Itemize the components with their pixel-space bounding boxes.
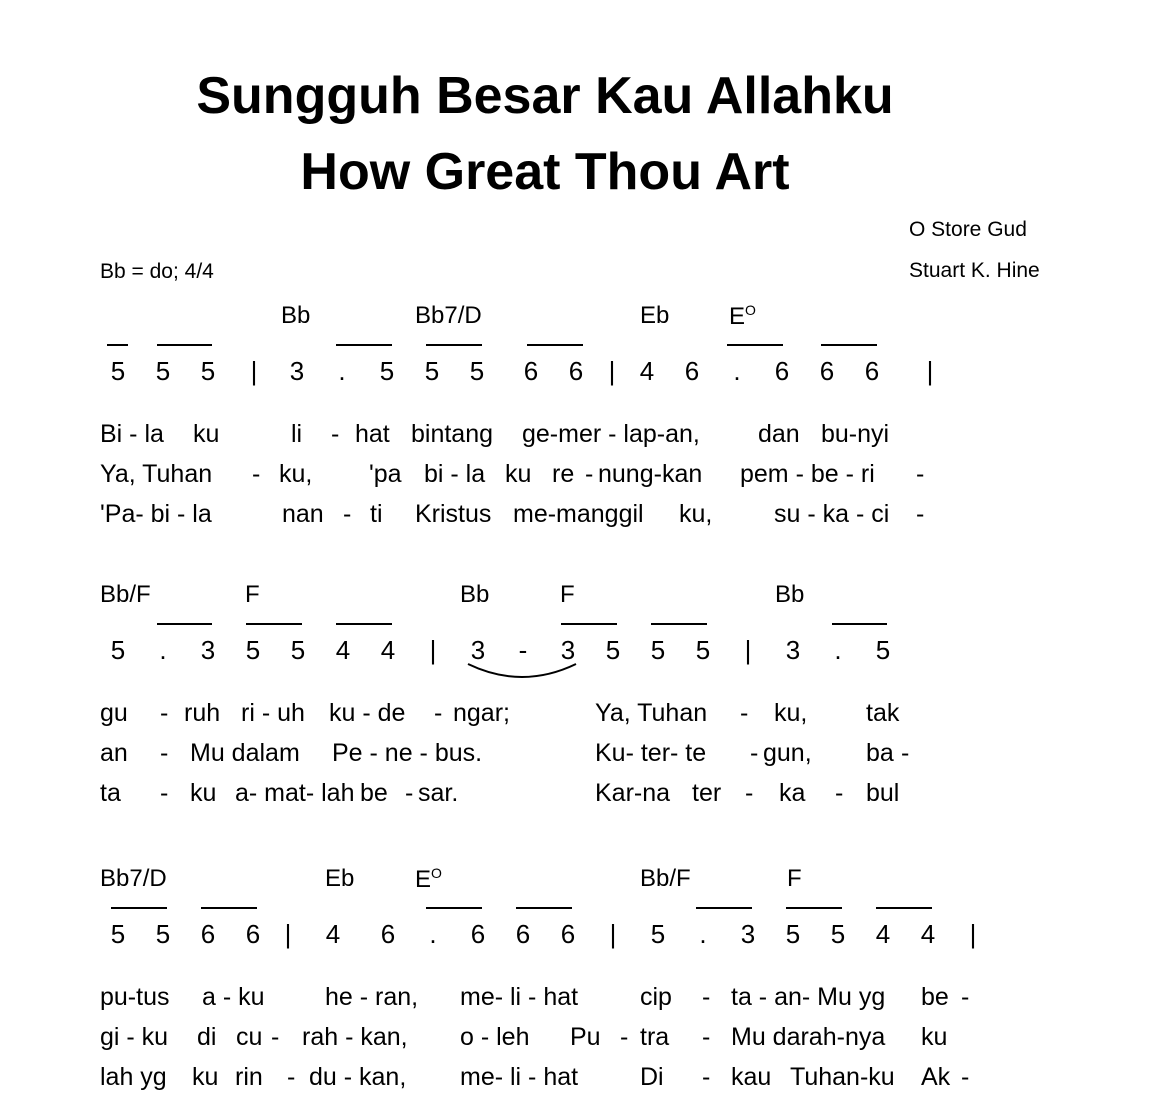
chord: F	[560, 581, 575, 608]
lyric: -	[740, 699, 749, 727]
note: 6	[568, 356, 584, 386]
beam	[426, 344, 482, 346]
lyric: me-manggil	[513, 500, 644, 528]
composer: Stuart K. Hine	[909, 259, 1040, 282]
chord: Bb7/D	[100, 865, 167, 892]
lyric: be	[360, 779, 388, 807]
note: 4	[325, 919, 341, 949]
beam	[107, 344, 128, 346]
note: 5	[200, 356, 216, 386]
note: 5	[785, 919, 801, 949]
note: .	[733, 356, 741, 386]
lyric: -	[160, 699, 169, 727]
beam	[157, 344, 212, 346]
lyric: tak	[866, 699, 900, 727]
note: 3	[470, 635, 486, 665]
lyric: ka	[779, 779, 806, 807]
barline: |	[608, 356, 616, 386]
lyric: bu-nyi	[821, 420, 890, 448]
lyric: Ak	[921, 1063, 951, 1091]
note: 5	[830, 919, 846, 949]
note: 6	[245, 919, 261, 949]
note: 5	[155, 356, 171, 386]
lyric: -	[702, 983, 711, 1011]
beam	[876, 907, 932, 909]
note: 5	[650, 635, 666, 665]
lyric: me- li - hat	[460, 1063, 579, 1091]
note: 5	[695, 635, 711, 665]
beam	[516, 907, 572, 909]
note: 4	[875, 919, 891, 949]
lyric: tra	[640, 1023, 670, 1051]
lyric: gu	[100, 699, 128, 727]
note: -	[518, 635, 528, 665]
chord: $E^O$	[729, 302, 756, 330]
lyric: 'Pa- bi - la	[100, 500, 212, 528]
beam	[727, 344, 783, 346]
lyric: Pe - ne - bus.	[332, 739, 483, 767]
lyric: -	[961, 983, 970, 1011]
lyric: pem - be - ri	[740, 460, 875, 488]
lyric: Tuhan-ku	[790, 1063, 895, 1091]
beam	[821, 344, 877, 346]
note: 5	[290, 635, 306, 665]
lyric: -	[961, 1063, 970, 1091]
lyric: rin	[235, 1063, 263, 1091]
note: 6	[864, 356, 880, 386]
lyric: -	[901, 739, 910, 767]
lyric: ngar;	[453, 699, 510, 727]
note: 5	[469, 356, 485, 386]
lyric: Pu	[570, 1023, 601, 1051]
lyric: bul	[866, 779, 900, 807]
lyric: nan	[282, 500, 324, 528]
lyric: bi - la	[424, 460, 486, 488]
song-title-english: How Great Thou Art	[300, 143, 790, 201]
note: 5	[424, 356, 440, 386]
note: 5	[379, 356, 395, 386]
beam	[426, 907, 482, 909]
lyric: Kristus	[415, 500, 492, 528]
note: 4	[335, 635, 351, 665]
lyric: -	[620, 1023, 629, 1051]
lyric: su - ka - ci	[774, 500, 890, 528]
chord: Bb/F	[100, 581, 151, 608]
lyric: Ya, Tuhan	[595, 699, 708, 727]
lyric: Ku- ter- te	[595, 739, 707, 767]
beam	[111, 907, 167, 909]
chord: Eb	[325, 865, 355, 892]
note: 4	[380, 635, 396, 665]
lyric: me- li - hat	[460, 983, 579, 1011]
note: .	[699, 919, 707, 949]
lyric: li	[291, 420, 303, 448]
lyric: ku	[505, 460, 532, 488]
lyric: -	[585, 460, 594, 488]
lyric: ku	[193, 420, 220, 448]
lyric: bintang	[411, 420, 494, 448]
lyric: ku,	[279, 460, 313, 488]
lyric: ruh	[184, 699, 221, 727]
lyric: ku - de	[329, 699, 406, 727]
note: 6	[200, 919, 216, 949]
song-title-indonesian: Sungguh Besar Kau Allahku	[196, 67, 894, 125]
beam	[201, 907, 257, 909]
lyric: ta	[100, 779, 121, 807]
beam	[786, 907, 842, 909]
lyric: -	[271, 1023, 280, 1051]
chord: F	[245, 581, 260, 608]
lyric: -	[343, 500, 352, 528]
beam	[336, 623, 392, 625]
lyric: -	[835, 779, 844, 807]
lyric: re	[552, 460, 575, 488]
note: 5	[155, 919, 171, 949]
lyric: ta - an- Mu yg	[731, 983, 886, 1011]
lyric: sar.	[418, 779, 459, 807]
chord: $E^O$	[415, 865, 442, 893]
lyric: ku	[921, 1023, 948, 1051]
beam	[561, 623, 617, 625]
lyric: -	[434, 699, 443, 727]
barline: |	[284, 919, 292, 949]
beam	[246, 623, 302, 625]
note: 6	[470, 919, 486, 949]
lyric: ter	[692, 779, 722, 807]
note: 3	[200, 635, 216, 665]
note: .	[159, 635, 167, 665]
lyric: kau	[731, 1063, 772, 1091]
note: 6	[774, 356, 790, 386]
barline: |	[969, 919, 977, 949]
note: 4	[920, 919, 936, 949]
beam	[696, 907, 752, 909]
lyric: ba	[866, 739, 894, 767]
lyric: Bi - la	[100, 420, 164, 448]
lyric: gun,	[763, 739, 812, 767]
lyric: -	[916, 460, 925, 488]
lyric: -	[745, 779, 754, 807]
lyric: ku	[190, 779, 217, 807]
lyric: an	[100, 739, 128, 767]
note: 6	[560, 919, 576, 949]
note: 6	[819, 356, 835, 386]
chord: Bb	[775, 581, 805, 608]
beam	[527, 344, 583, 346]
lyric: lah yg	[100, 1063, 167, 1091]
note: 4	[639, 356, 655, 386]
lyric: cu	[236, 1023, 263, 1051]
lyric: be	[921, 983, 949, 1011]
lyric: -	[750, 739, 759, 767]
barline: |	[250, 356, 258, 386]
chord: Bb	[281, 302, 311, 329]
lyric: -	[405, 779, 414, 807]
note: 5	[605, 635, 621, 665]
lyric: a- mat- lah	[235, 779, 355, 807]
lyric: ku	[192, 1063, 219, 1091]
lyric: gi - ku	[100, 1023, 169, 1051]
barline: |	[926, 356, 934, 386]
lyric: nung-kan	[598, 460, 703, 488]
note: 5	[110, 919, 126, 949]
lyric: ri - uh	[241, 699, 305, 727]
lyric: ku,	[679, 500, 713, 528]
lyric: pu-tus	[100, 983, 170, 1011]
note: 5	[875, 635, 891, 665]
note: 5	[245, 635, 261, 665]
barline: |	[429, 635, 437, 665]
chord: Bb/F	[640, 865, 691, 892]
note: 6	[523, 356, 539, 386]
lyric: Mu darah-nya	[731, 1023, 886, 1051]
lyric: -	[916, 500, 925, 528]
lyric: -	[702, 1023, 711, 1051]
original-title: O Store Gud	[909, 218, 1027, 241]
lyric: a - ku	[202, 983, 265, 1011]
lyric: he - ran,	[325, 983, 419, 1011]
lyric: Di	[640, 1063, 664, 1091]
lyric: -	[160, 739, 169, 767]
lyric: ge-mer - lap-an,	[522, 420, 700, 448]
note: 5	[110, 635, 126, 665]
barline: |	[609, 919, 617, 949]
lyric: o - leh	[460, 1023, 530, 1051]
tie-slur	[466, 662, 578, 682]
chord: Bb7/D	[415, 302, 482, 329]
lyric: -	[252, 460, 261, 488]
lyric: hat	[355, 420, 390, 448]
note: 6	[380, 919, 396, 949]
lyric: ku,	[774, 699, 808, 727]
lyric: Kar-na	[595, 779, 671, 807]
beam	[651, 623, 707, 625]
lyric: 'pa	[369, 460, 402, 488]
note: 3	[289, 356, 305, 386]
lyric: Mu dalam	[190, 739, 300, 767]
lyric: rah - kan,	[302, 1023, 408, 1051]
key-signature: Bb = do; 4/4	[100, 260, 214, 283]
beam	[157, 623, 212, 625]
chord: F	[787, 865, 802, 892]
note: 3	[740, 919, 756, 949]
note: 6	[515, 919, 531, 949]
note: 5	[110, 356, 126, 386]
chord: Bb	[460, 581, 490, 608]
lyric: -	[702, 1063, 711, 1091]
lyric: -	[287, 1063, 296, 1091]
barline: |	[744, 635, 752, 665]
lyric: dan	[758, 420, 800, 448]
beam	[336, 344, 392, 346]
lyric: -	[331, 420, 340, 448]
beam	[832, 623, 887, 625]
note: 6	[684, 356, 700, 386]
lyric: Ya, Tuhan	[100, 460, 213, 488]
lyric: di	[197, 1023, 217, 1051]
note: .	[338, 356, 346, 386]
lyric: -	[160, 779, 169, 807]
lyric: du - kan,	[309, 1063, 407, 1091]
chord: Eb	[640, 302, 670, 329]
note: 5	[650, 919, 666, 949]
lyric: cip	[640, 983, 672, 1011]
note: .	[834, 635, 842, 665]
note: 3	[785, 635, 801, 665]
lyric: ti	[370, 500, 383, 528]
note: 3	[560, 635, 576, 665]
note: .	[429, 919, 437, 949]
